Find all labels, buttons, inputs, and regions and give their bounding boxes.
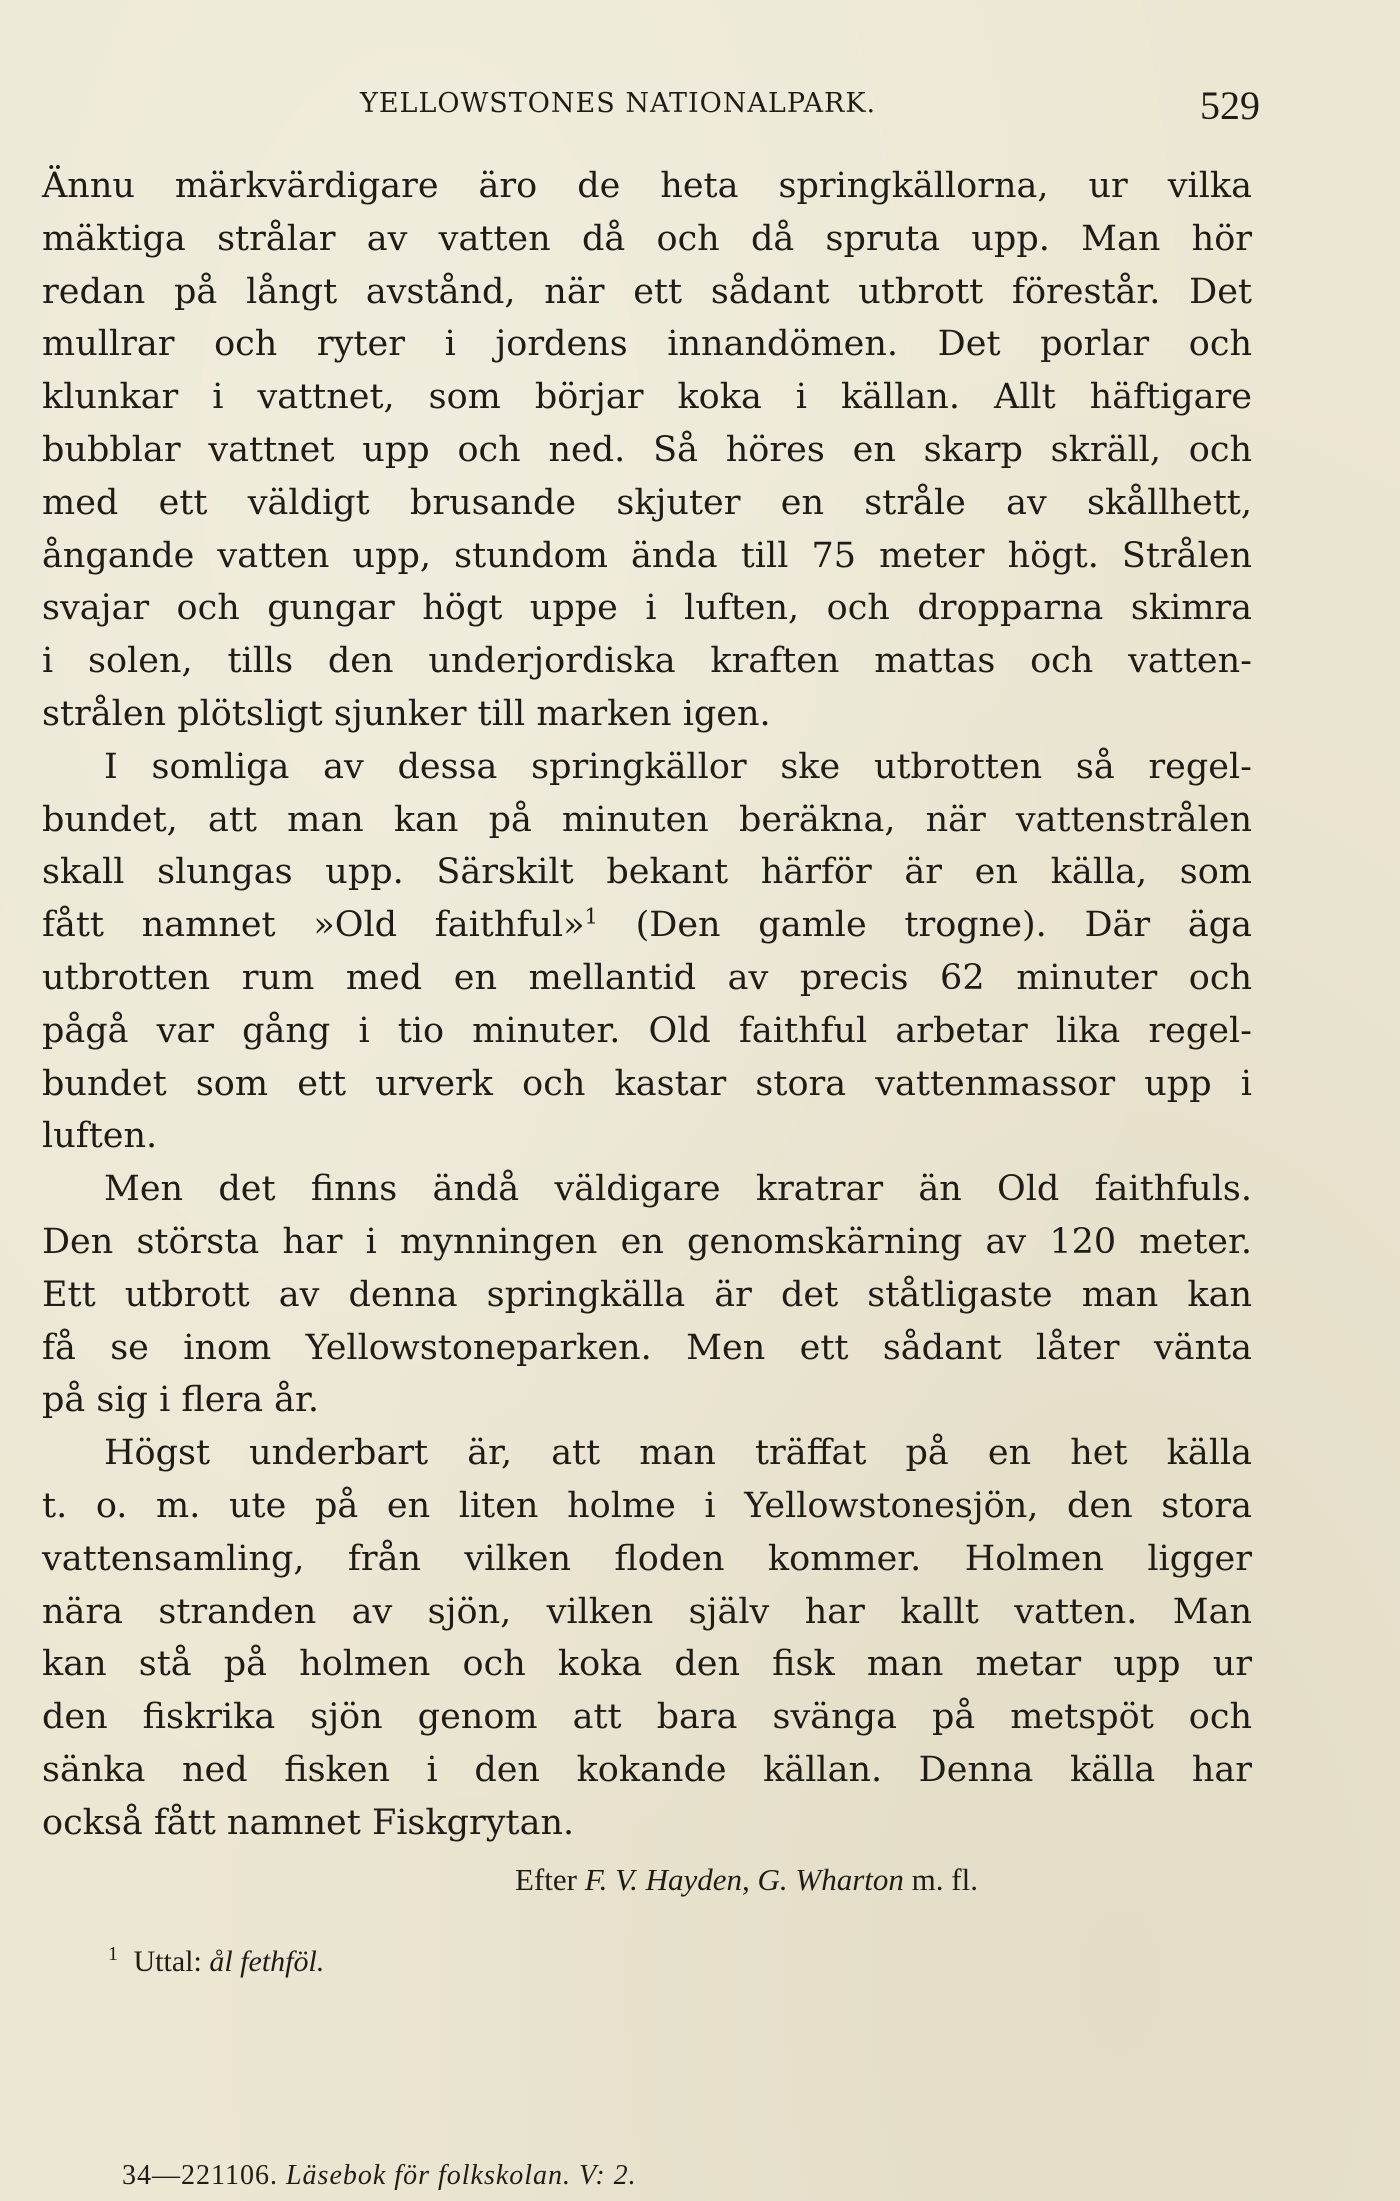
text-line: Den största har i mynningen en genomskärning av 120 meter. bbox=[42, 1221, 1252, 1262]
text-line: vattensamling, från vilken floden kommer. Holmen ligger bbox=[42, 1538, 1252, 1579]
text-line: Men det finns ändå väldigare kratrar än Old faithfuls. bbox=[104, 1169, 1252, 1210]
text-line: skall slungas upp. Särskilt bekant härför är en källa, som bbox=[42, 852, 1252, 893]
text-fragment: fått namnet »Old faithful» bbox=[42, 905, 585, 946]
text-line: kan stå på holmen och koka den fisk man metar upp ur bbox=[42, 1644, 1252, 1685]
text-line: Ett utbrott av denna springkälla är det ståtligaste man kan bbox=[42, 1274, 1252, 1315]
attribution-suffix: m. fl. bbox=[911, 1862, 978, 1897]
footnote-pronunciation: ål fethföl. bbox=[209, 1945, 325, 1978]
text-fragment: (Den gamle trogne). Där äga bbox=[597, 905, 1252, 946]
text-line: få se inom Yellowstoneparken. Men ett sådant låter vänta bbox=[42, 1327, 1252, 1368]
footnote bbox=[108, 1943, 324, 1979]
text-line: sänka ned fisken i den kokande källan. Denna källa har bbox=[42, 1749, 1252, 1790]
text-line: klunkar i vattnet, som börjar koka i källan. Allt häftigare bbox=[42, 377, 1252, 418]
text-line: på sig i flera år. bbox=[42, 1380, 320, 1421]
text-line: strålen plötsligt sjunker till marken igen. bbox=[42, 693, 771, 734]
printer-imprint bbox=[122, 2160, 637, 2192]
imprint-code: 34—221106. bbox=[122, 2160, 278, 2191]
text-line: Ännu märkvärdigare äro de heta springkällorna, ur vilka bbox=[42, 166, 1252, 206]
text-line: också fått namnet Fiskgrytan. bbox=[42, 1802, 575, 1843]
text-line: mäktiga strålar av vatten då och då spruta upp. Man hör bbox=[42, 218, 1252, 259]
attribution-prefix: Efter bbox=[515, 1862, 577, 1897]
text-line: I somliga av dessa springkällor ske utbrotten så regel- bbox=[104, 746, 1252, 787]
attribution bbox=[515, 1862, 978, 1898]
article-body bbox=[42, 160, 1252, 1850]
text-line: den fiskrika sjön genom att bara svänga på metspöt och bbox=[42, 1697, 1252, 1738]
footnote-marker: 1 bbox=[584, 904, 598, 929]
attribution-authors: F. V. Hayden, G. Wharton bbox=[584, 1862, 904, 1897]
text-line-with-footnote bbox=[42, 899, 1252, 952]
text-line: utbrotten rum med en mellantid av precis 62 minuter och bbox=[42, 957, 1252, 998]
text-line: bundet, att man kan på minuten beräkna, när vattenstrålen bbox=[42, 799, 1252, 840]
text-line: nära stranden av sjön, vilken själv har kallt vatten. Man bbox=[42, 1591, 1252, 1632]
text-line: pågå var gång i tio minuter. Old faithful arbetar lika regel- bbox=[42, 1010, 1252, 1051]
footnote-label: Uttal: bbox=[133, 1945, 202, 1978]
text-line: svajar och gungar högt uppe i luften, och dropparna skimra bbox=[42, 588, 1252, 629]
text-line: bubblar vattnet upp och ned. Så höres en skarp skräll, och bbox=[42, 429, 1252, 470]
page-number: 529 bbox=[1200, 83, 1260, 128]
imprint-volume: V: 2. bbox=[579, 2160, 637, 2191]
text-line: redan på långt avstånd, när ett sådant utbrott förestår. Det bbox=[42, 271, 1252, 312]
text-line: mullrar och ryter i jordens innandömen. Det porlar och bbox=[42, 324, 1252, 365]
text-line: i solen, tills den underjordiska kraften mattas och vatten- bbox=[42, 641, 1252, 682]
page-header bbox=[360, 82, 1260, 132]
text-line: med ett väldigt brusande skjuter en stråle av skållhett, bbox=[42, 482, 1252, 523]
running-title: YELLOWSTONES NATIONALPARK. bbox=[360, 88, 877, 119]
text-line: ångande vatten upp, stundom ända till 75 meter högt. Strålen bbox=[42, 535, 1252, 576]
text-line: luften. bbox=[42, 1116, 158, 1157]
footnote-number: 1 bbox=[108, 1943, 118, 1965]
text-line: Högst underbart är, att man träffat på en het källa bbox=[104, 1433, 1252, 1474]
text-line: t. o. m. ute på en liten holme i Yellowstonesjön, den stora bbox=[42, 1485, 1252, 1526]
imprint-title: Läsebok för folkskolan. bbox=[285, 2160, 572, 2191]
text-line: bundet som ett urverk och kastar stora vattenmassor upp i bbox=[42, 1063, 1252, 1104]
